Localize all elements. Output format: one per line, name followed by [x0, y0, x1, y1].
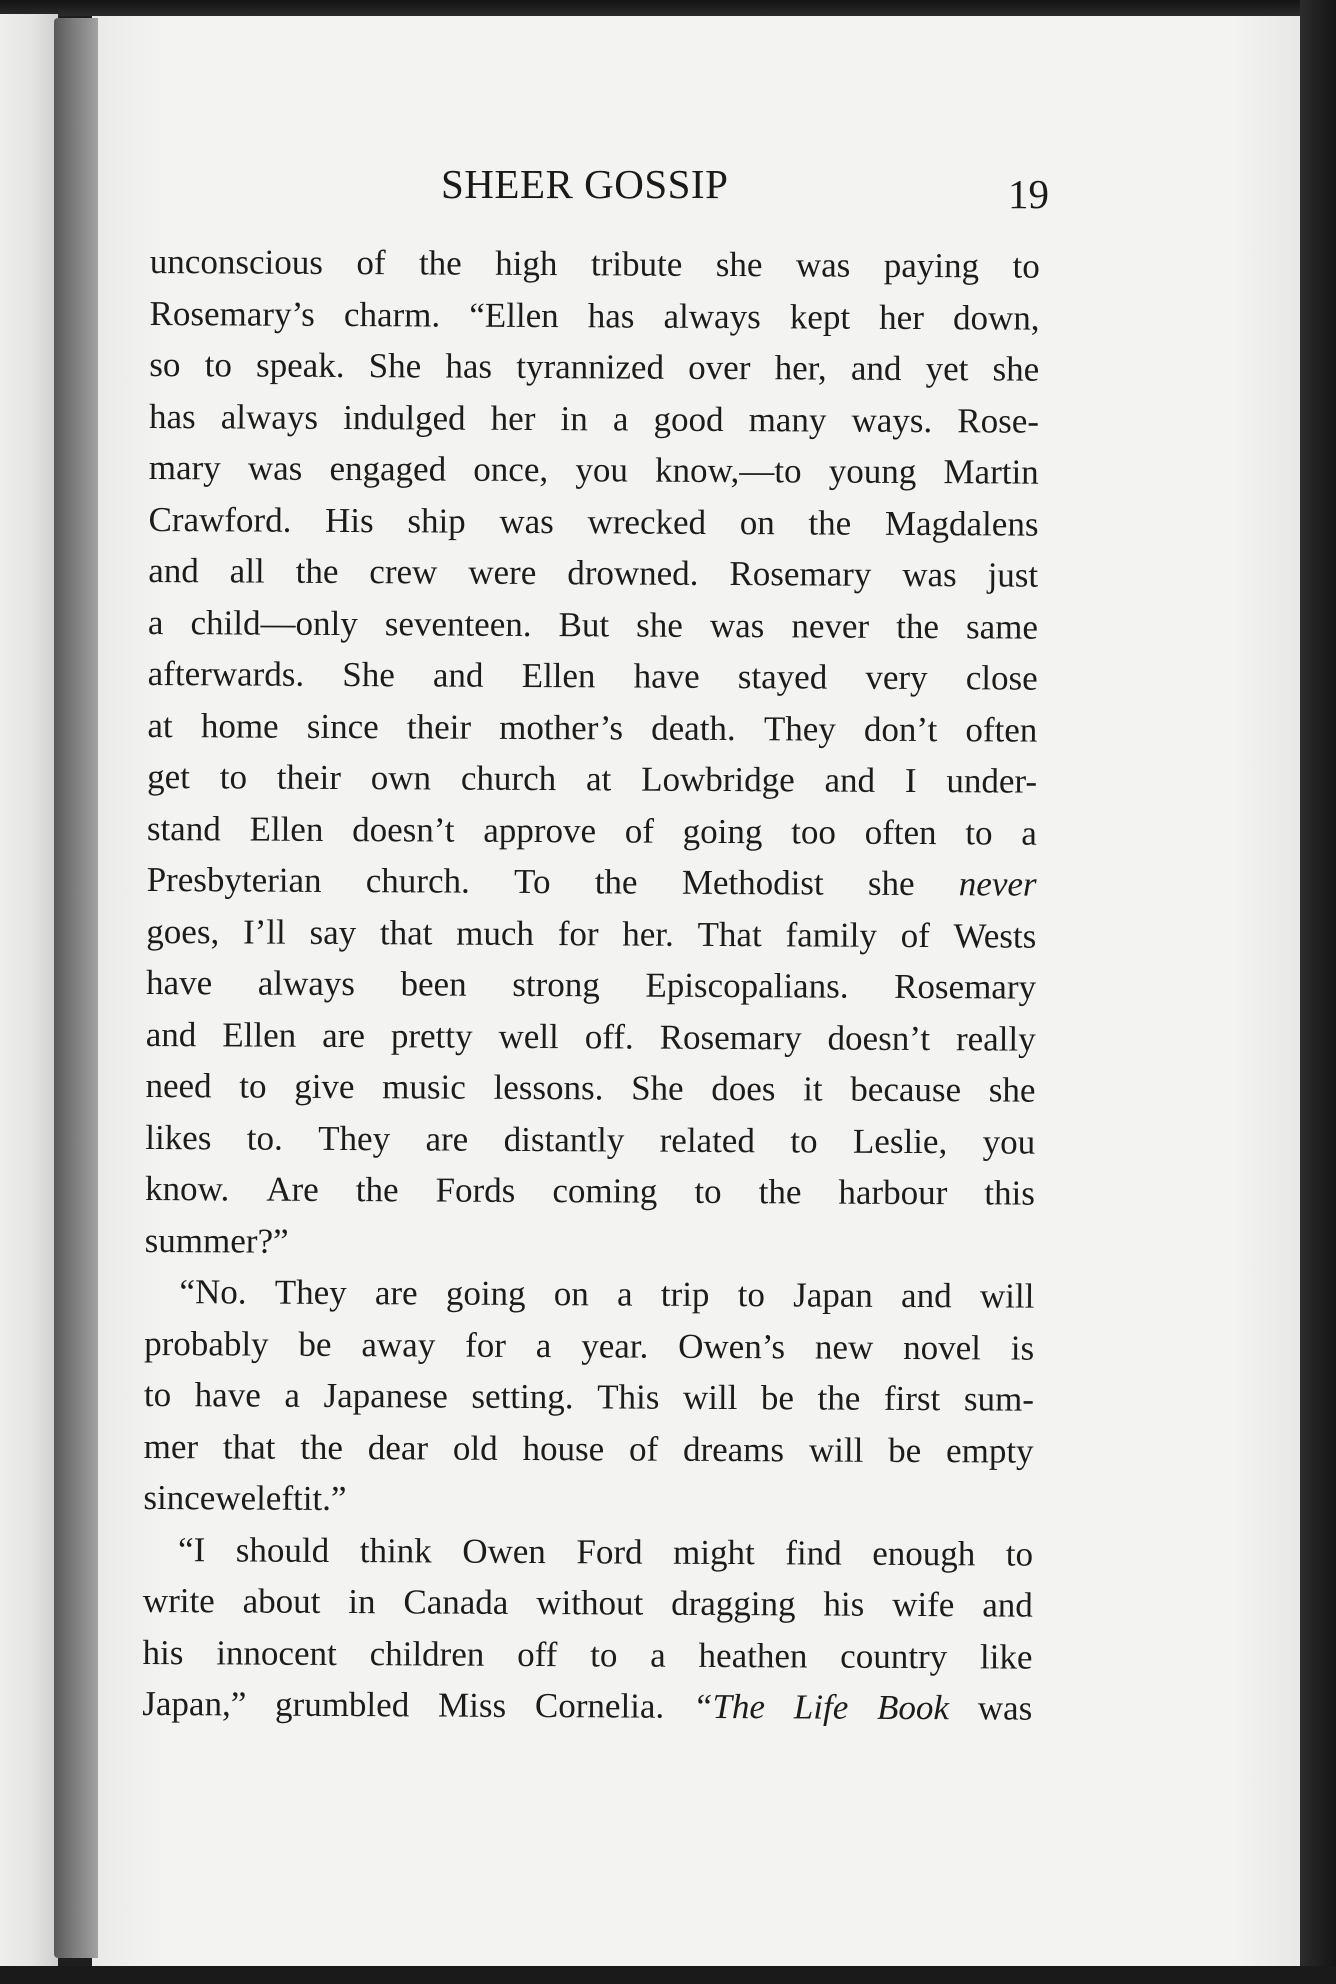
facing-page-edge [0, 14, 58, 1984]
text-line: “I should think Owen Ford might find enough to [178, 1529, 1034, 1574]
text-line: at home since their mother’s death. They don’t often [147, 705, 1038, 750]
text-line: summer?” [144, 1220, 289, 1261]
text-line: know. Are the Fords coming to the harbour this [144, 1168, 1036, 1213]
text-line: likes to. They are distantly related to Leslie, you [145, 1117, 1036, 1162]
page-number: 19 [1008, 171, 1049, 217]
text-line: unconscious of the high tribute she was paying to [149, 241, 1040, 286]
text-line: have always been strong Episcopalians. Rosemary [145, 962, 1037, 1007]
text-line: afterwards. She and Ellen have stayed very close [147, 653, 1038, 698]
text-line: a child—only seventeen. But she was never the same [147, 602, 1039, 647]
text-line: get to their own church at Lowbridge and I under- [147, 756, 1038, 801]
text-line: and all the crew were drowned. Rosemary was just [148, 550, 1039, 595]
text-line: so to speak. She has tyrannized over her, and yet she [149, 344, 1040, 389]
paragraph [145, 236, 1040, 1271]
text-line: his innocent children off to a heathen country like [142, 1632, 1033, 1677]
running-head: SHEER GOSSIP [441, 161, 729, 207]
text-line: mary was engaged once, you know,—to young Martin [148, 447, 1039, 492]
text-line: has always indulged her in a good many ways. Rose- [148, 396, 1040, 441]
paragraph [143, 1266, 1034, 1528]
text-line: need to give music lessons. She does it because she [145, 1065, 1036, 1110]
text-line: mer that the dear old house of dreams will be empty [143, 1426, 1034, 1471]
text-line: to have a Japanese setting. This will be the first sum- [143, 1374, 1035, 1419]
scan-top-shadow [0, 0, 1336, 16]
scan-background-bottom [0, 1966, 1336, 1984]
text-line: probably be away for a year. Owen’s new novel is [144, 1323, 1035, 1368]
text-line: Rosemary’s charm. “Ellen has always kept her down, [149, 293, 1040, 338]
text-line: Crawford. His ship was wrecked on the Magdalens [148, 499, 1039, 544]
book-binding-edge [54, 18, 98, 1958]
text-line: stand Ellen doesn’t approve of going too often to a [146, 808, 1037, 853]
text-line: and Ellen are pretty well off. Rosemary doesn’t really [145, 1014, 1036, 1059]
text-line: “No. They are going on a trip to Japan and will [179, 1272, 1035, 1316]
text-line: goes, I’ll say that much for her. That family of Wests [146, 911, 1037, 956]
body-text [142, 236, 1040, 1734]
paragraph [142, 1523, 1033, 1734]
scan-background-right [1300, 0, 1336, 1984]
text-line: Presbyterian church. To the Methodist she never [146, 859, 1037, 904]
text-line: sinceweleftit.” [143, 1477, 347, 1519]
text-line: write about in Canada without dragging his wife and [142, 1580, 1033, 1625]
text-line: Japan,” grumbled Miss Cornelia. “The Life Book was [142, 1683, 1033, 1728]
